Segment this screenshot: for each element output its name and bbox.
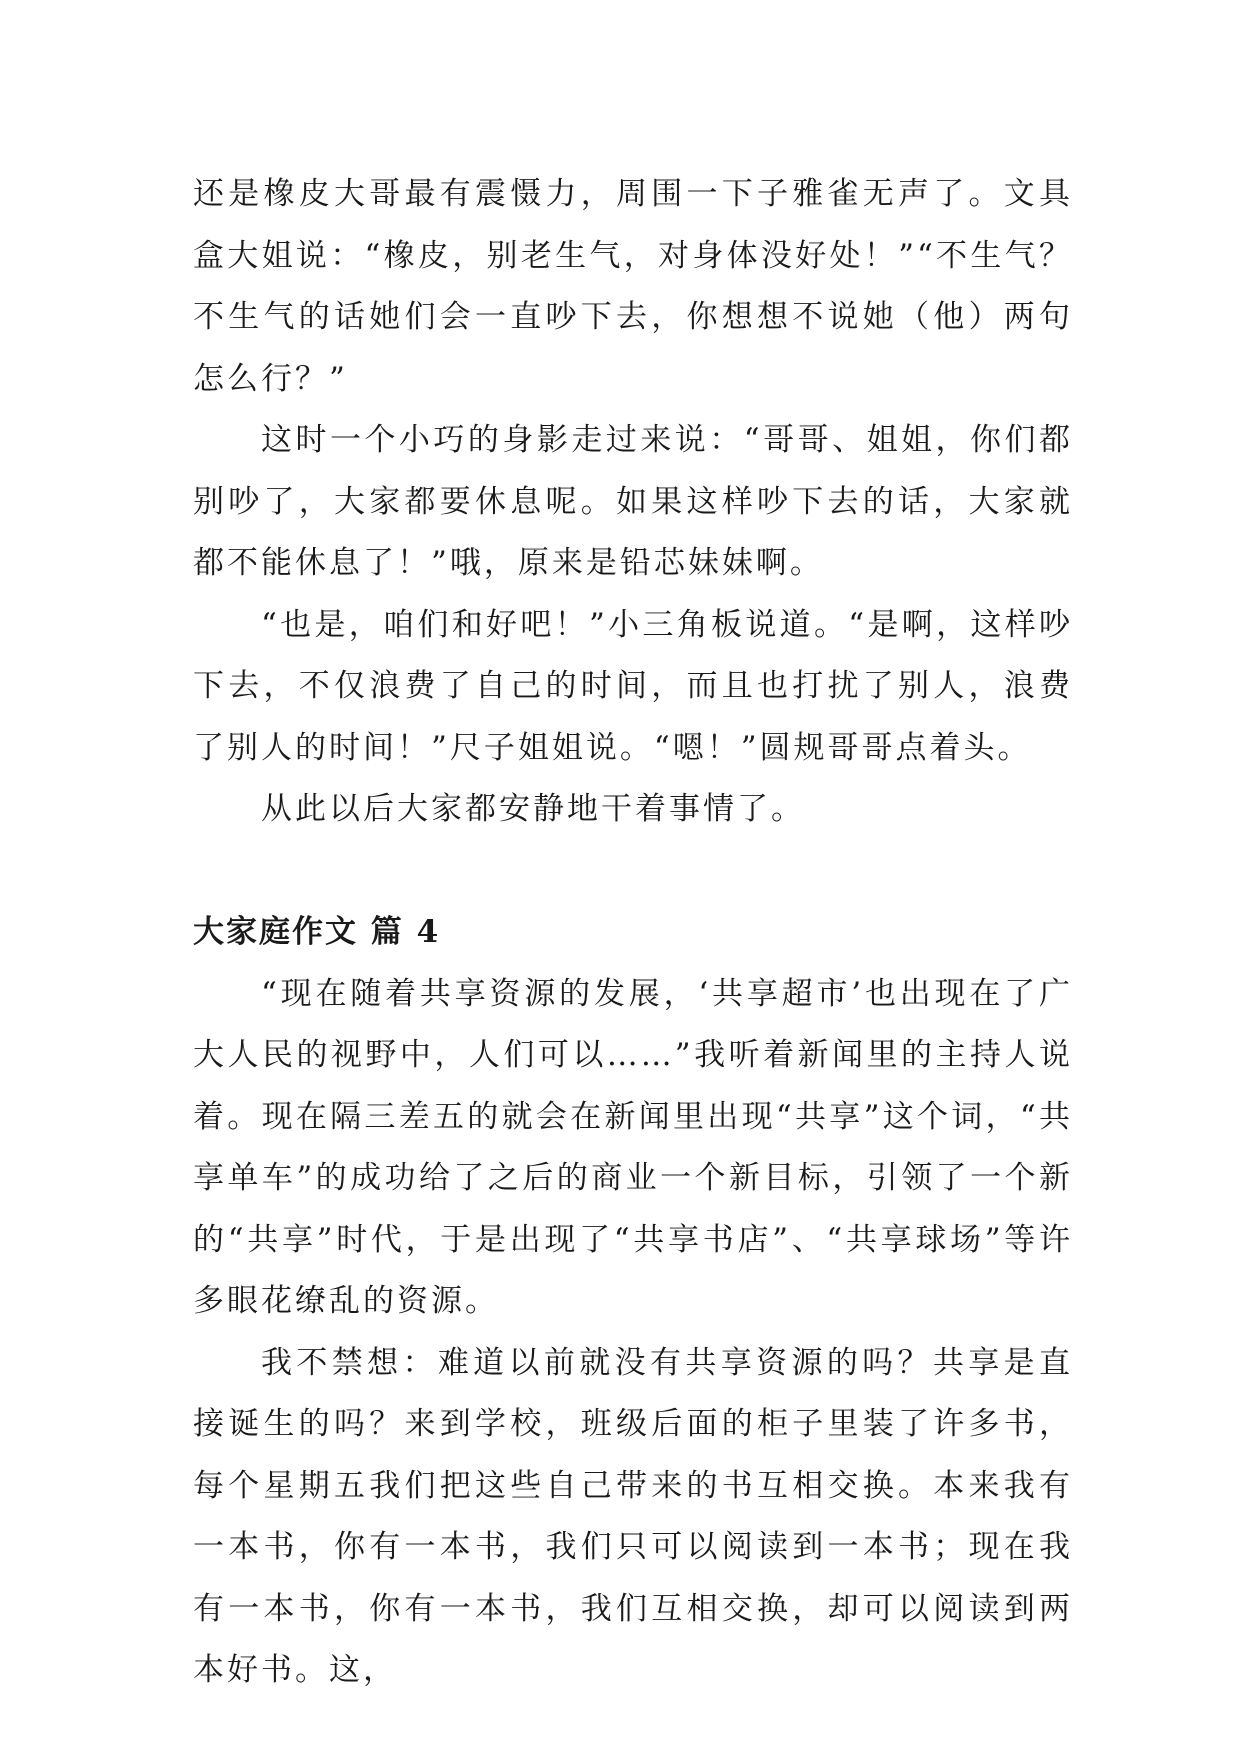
paragraph-book-exchange: 我不禁想：难道以前就没有共享资源的吗？共享是直接诞生的吗？来到学校，班级后面的柜子里装了许多书，每个星期五我们把这些自己带来的书互相交换。本来我有一本书，你有一本书，我们只可以阅读到一本书；现在我有一本书，你有一本书，我们互相交换，却可以阅读到两本好书。这，	[193, 1344, 1073, 1688]
paragraph-ending: 从此以后大家都安静地干着事情了。	[261, 791, 805, 827]
section-gap	[193, 841, 1073, 903]
paragraph-sharing-news: “现在随着共享资源的发展，‘共享超市’也出现在了广大人民的视野中，人们可以……”我听着新闻里的主持人说着。现在隔三差五的就会在新闻里出现“共享”这个词，“共享单车”的成功给了之后的商业一个新目标，引领了一个新的“共享”时代，于是出现了“共享书店”、“共享球场”等许多眼花缭乱的资源。	[193, 975, 1073, 1319]
paragraph-rubber-brother: 还是橡皮大哥最有震慑力，周围一下子雅雀无声了。文具盒大姐说：“橡皮，别老生气，对身体没好处！”“不生气？不生气的话她们会一直吵下去，你想想不说她（他）两句怎么行？”	[193, 176, 1073, 397]
section-title: 大家庭作文 篇 4	[193, 914, 441, 950]
paragraph-make-peace: “也是，咱们和好吧！”小三角板说道。“是啊，这样吵下去，不仅浪费了自己的时间，而且也打扰了别人，浪费了别人的时间！”尺子姐姐说。“嗯！”圆规哥哥点着头。	[193, 606, 1073, 766]
document-body	[193, 164, 1073, 1702]
paragraph-lead-sister: 这时一个小巧的身影走过来说：“哥哥、姐姐，你们都别吵了，大家都要休息呢。如果这样吵下去的话，大家就都不能休息了！”哦，原来是铅芯妹妹啊。	[193, 422, 1073, 581]
